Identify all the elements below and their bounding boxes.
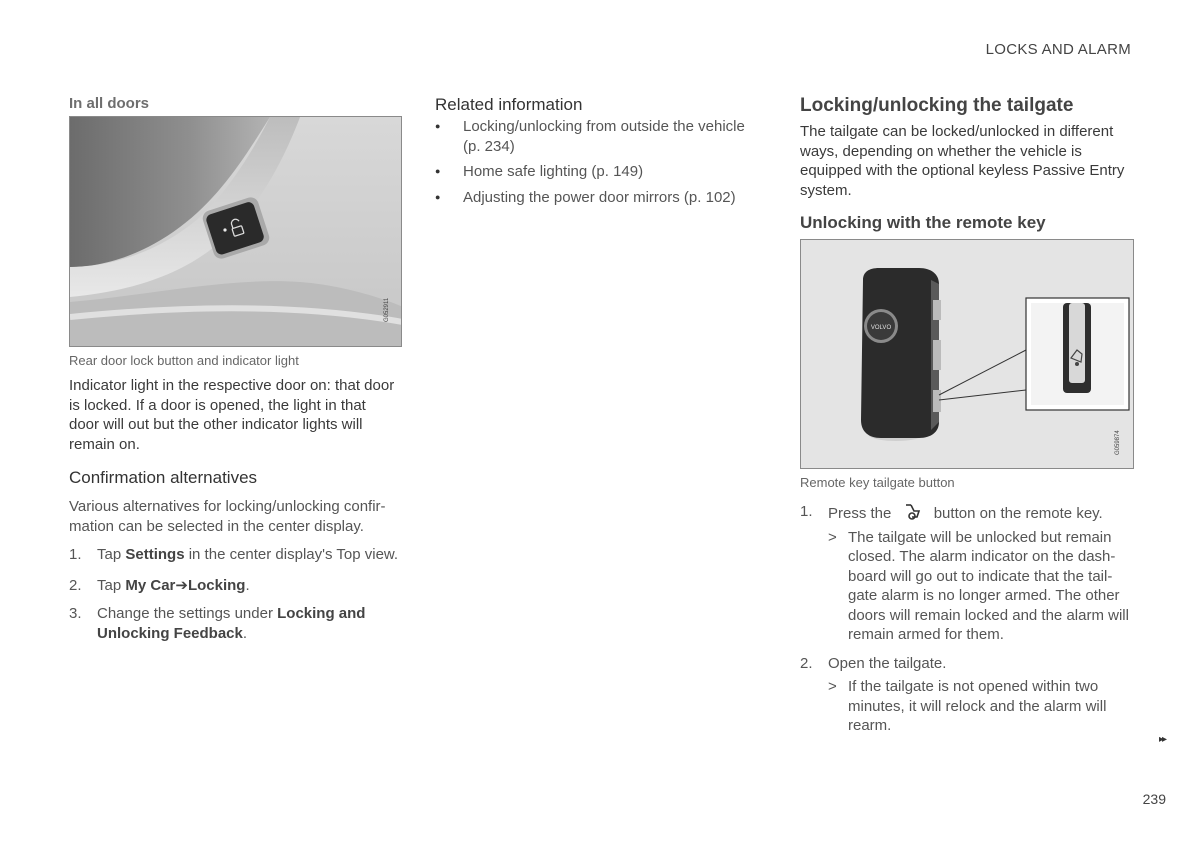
step-text: .	[242, 624, 248, 642]
step-result	[828, 528, 1134, 645]
confirmation-heading: Confirmation alternatives	[69, 468, 258, 487]
step-text: Change the settings under	[97, 605, 278, 622]
related-link[interactable]: ● Adjusting the power door mirrors (p. 102)	[435, 188, 765, 208]
door-lock-figure	[69, 116, 402, 347]
step-text: .	[245, 576, 250, 594]
column-left	[69, 95, 399, 643]
section-heading: Locking/unlocking the tailgate	[800, 95, 1074, 116]
related-link[interactable]: ● Locking/unlocking from outside the vehicle (p. 234)	[435, 117, 765, 156]
confirmation-steps	[69, 545, 399, 643]
figure-caption: Rear door lock button and indicator light	[69, 353, 299, 368]
step-item	[800, 502, 1134, 645]
step-item	[69, 545, 399, 565]
result-text: The tailgate will be unlocked but remain closed. The alarm indicator on the dash- board will go out to indicate that the tail- gate alarm is no longer armed. The other doors will remain locked and the alarm will remain armed for them.	[848, 528, 1129, 643]
indicator-paragraph: Indicator light in the respective door on: that door is locked. If a door is opened, the light in that door will out but the other indicator lights will remain on.	[69, 377, 395, 453]
result-marker: >	[828, 678, 837, 695]
figure-caption: Remote key tailgate button	[800, 475, 955, 490]
running-header: LOCKS AND ALARM	[985, 41, 1131, 58]
step-text: Tap	[97, 546, 126, 563]
tailgate-button-icon	[902, 502, 924, 522]
confirmation-paragraph: Various alternatives for locking/unlocking confir- mation can be selected in the center display.	[69, 498, 386, 535]
door-lock-illustration	[70, 117, 402, 347]
column-right	[800, 95, 1134, 736]
column-middle	[435, 95, 765, 213]
related-link[interactable]: ● Home safe lighting (p. 149)	[435, 162, 765, 182]
figure-code: G052911	[384, 297, 390, 322]
step-item	[800, 654, 1134, 736]
step-text: Open the tailgate.	[828, 654, 947, 672]
figure-code: G059874	[1115, 430, 1121, 455]
arrow-icon: ➔	[175, 576, 188, 594]
step-text: Press the	[828, 505, 892, 522]
step-text: Tap	[97, 576, 126, 594]
tailgate-steps	[800, 502, 1134, 736]
step-number: 1.	[800, 503, 813, 520]
continued-arrows-icon: ▸▸	[1158, 734, 1165, 745]
result-text: If the tailgate is not opened within two minutes, it will relock and the alarm will rearm.	[848, 678, 1107, 734]
step-number: 2.	[800, 654, 813, 672]
tailgate-intro: The tailgate can be locked/unlocked in different ways, depending on whether the vehicle is equipped with the optional keyless Passive Entry system.	[800, 123, 1125, 199]
figure-label: In all doors	[69, 95, 150, 112]
step-item	[69, 576, 399, 596]
step-item	[69, 604, 399, 643]
step-bold-text: Locking and Unlocking Feedback	[97, 605, 366, 642]
key-brand-text: VOLVO	[870, 325, 892, 331]
step-number: 3.	[69, 605, 82, 622]
step-result	[828, 677, 1134, 736]
step-bold-text: Locking	[187, 576, 246, 594]
result-marker: >	[828, 528, 837, 546]
remote-key-heading: Unlocking with the remote key	[800, 213, 1046, 232]
step-bold-text: Settings	[125, 546, 185, 563]
step-bold-text: My Car	[125, 576, 176, 594]
step-text: in the center display's Top view.	[184, 546, 399, 563]
remote-key-illustration	[801, 240, 1134, 469]
step-number: 2.	[69, 576, 82, 594]
related-information-list	[435, 117, 765, 207]
page-number: 239	[1142, 791, 1166, 807]
step-text: button on the remote key.	[933, 505, 1103, 522]
remote-key-figure	[800, 239, 1134, 469]
related-information-heading: Related information	[435, 95, 583, 114]
step-number: 1.	[69, 546, 82, 563]
